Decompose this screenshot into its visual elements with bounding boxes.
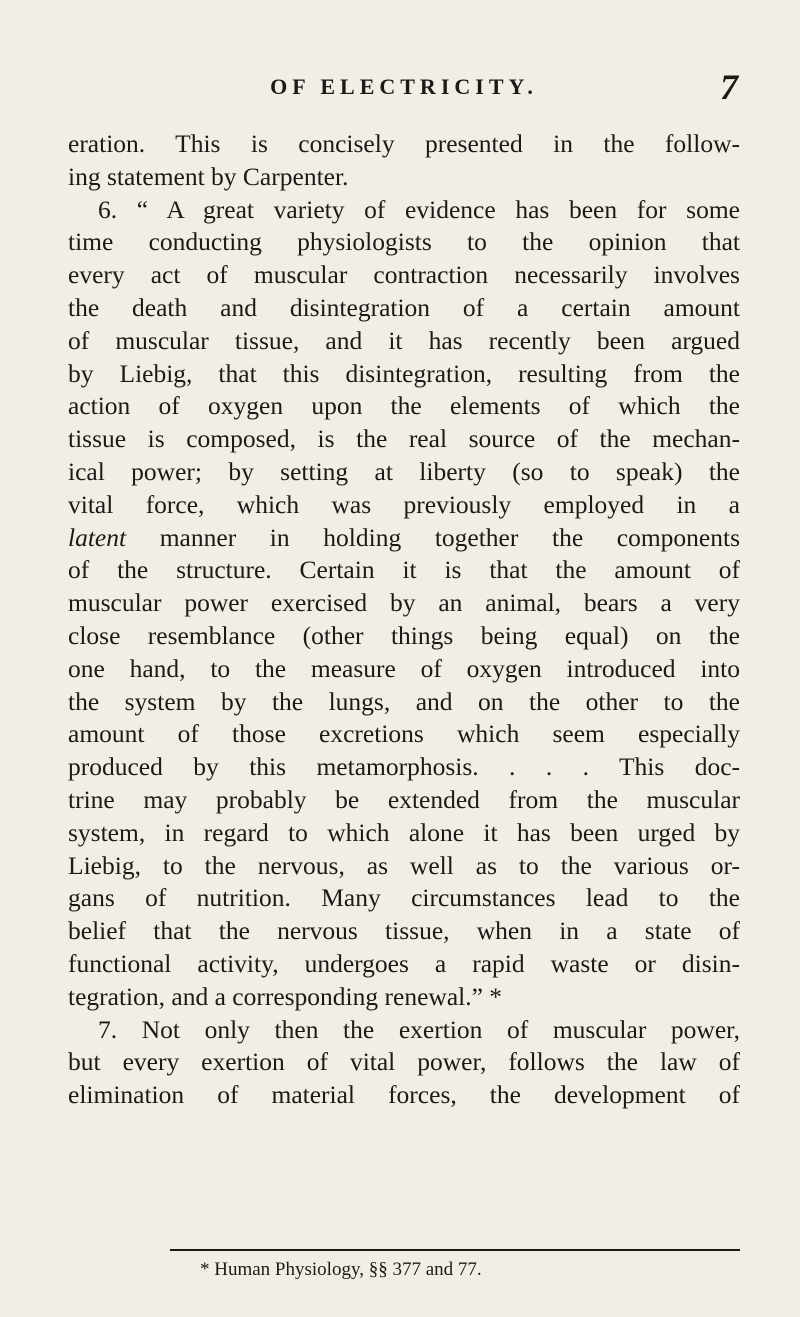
text-line: functional activity, undergoes a rapid waste or disin- <box>68 948 740 978</box>
text-line: the death and disintegration of a certain amount <box>68 292 740 322</box>
text-line: action of oxygen upon the elements of which the <box>68 391 740 421</box>
text-line: gans of nutrition. Many circumstances lead to the <box>68 883 740 913</box>
text-line: close resemblance (other things being equal) on the <box>68 620 740 650</box>
text-line: Liebig, to the nervous, as well as to the various or- <box>68 850 740 880</box>
text-line: tissue is composed, is the real source of the mechan- <box>68 424 740 454</box>
text-line: eration. This is concisely presented in the follow- <box>68 129 740 158</box>
text-line: amount of those excretions which seem especially <box>68 719 740 749</box>
running-head: OF ELECTRICITY. <box>270 74 538 99</box>
text-line: produced by this metamorphosis. . . . This doc- <box>68 752 740 782</box>
body-text <box>68 128 740 1112</box>
text-line: ing statement by Carpenter. <box>68 161 349 191</box>
footnote-rule <box>170 1249 740 1251</box>
text-line: ical power; by setting at liberty (so to speak) the <box>68 456 740 486</box>
text-line-with-italic <box>68 522 740 555</box>
paragraph-7-start: 7. Not only then the exertion of muscular power, <box>98 1014 740 1044</box>
footnote: * Human Physiology, §§ 377 and 77. <box>200 1259 482 1280</box>
text-line: trine may probably be extended from the muscular <box>68 784 740 814</box>
text-line: belief that the nervous tissue, when in a state of <box>68 916 740 946</box>
italic-word: latent <box>68 522 127 552</box>
text-line: vital force, which was previously employed in a <box>68 489 740 519</box>
text-line: time conducting physiologists to the opinion that <box>68 227 740 257</box>
paragraph-6-start: 6. “ A great variety of evidence has been for some <box>98 194 740 224</box>
text-line-rest: manner in holding together the components <box>159 522 741 552</box>
page-header <box>68 67 740 112</box>
text-line: system, in regard to which alone it has been urged by <box>68 817 740 847</box>
text-line: one hand, to the measure of oxygen introduced into <box>68 653 740 683</box>
text-line: the system by the lungs, and on the other to the <box>68 686 740 716</box>
text-line: elimination of material forces, the development of <box>68 1080 740 1110</box>
text-line: of the structure. Certain it is that the amount of <box>68 555 740 585</box>
text-line: tegration, and a corresponding renewal.” * <box>68 981 503 1011</box>
page-number: 7 <box>720 67 738 107</box>
text-line: every act of muscular contraction necessarily involves <box>68 260 740 290</box>
text-line: muscular power exercised by an animal, bears a very <box>68 588 740 618</box>
text-line: but every exertion of vital power, follows the law of <box>68 1047 740 1077</box>
text-line: of muscular tissue, and it has recently been argued <box>68 325 740 355</box>
text-line: by Liebig, that this disintegration, resulting from the <box>68 358 740 388</box>
